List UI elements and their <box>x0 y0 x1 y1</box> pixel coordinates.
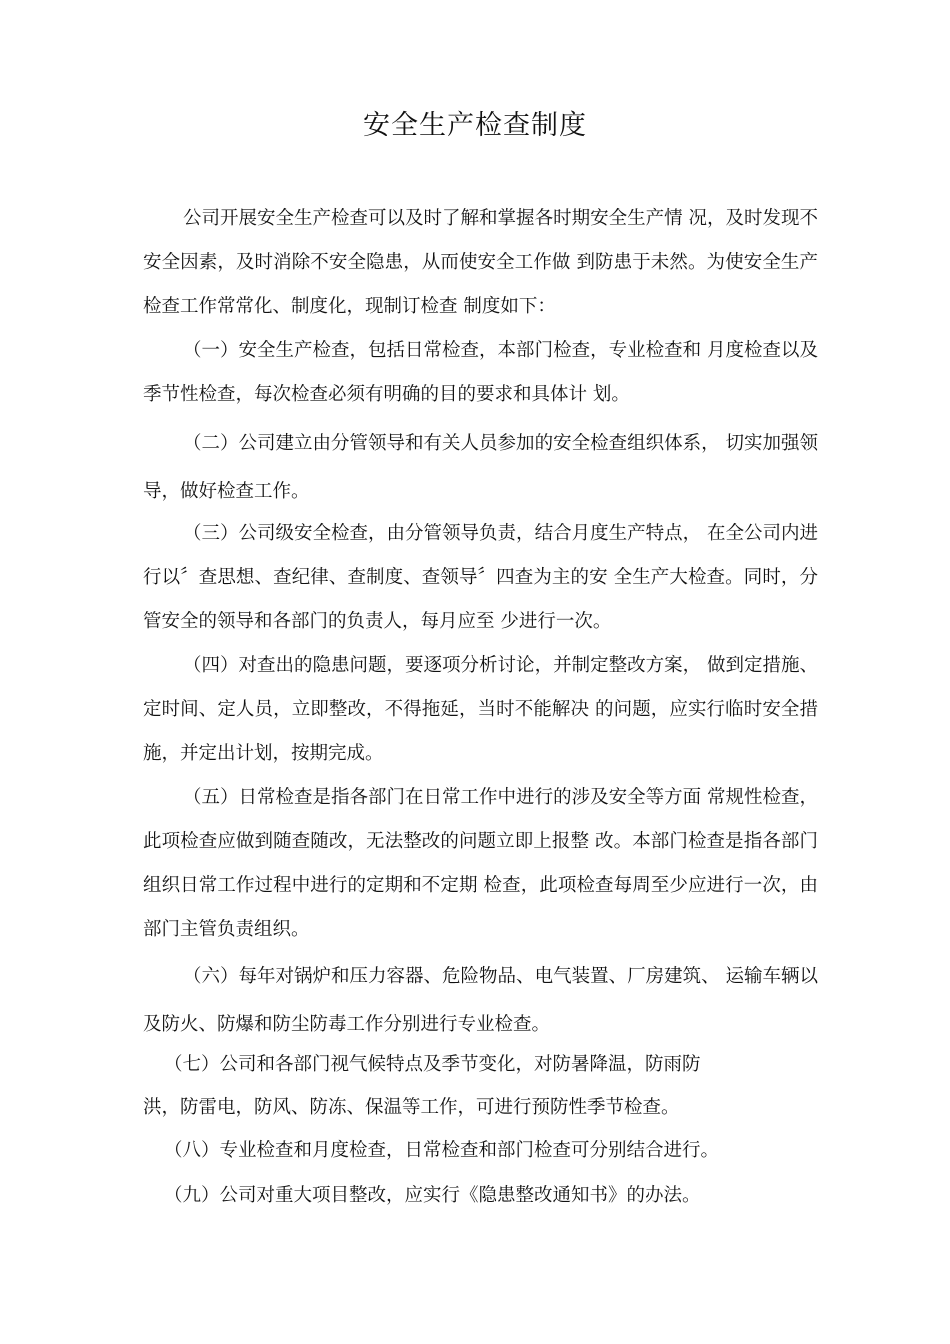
clause-1-paragraph: （一）安全生产检查，包括日常检查，本部门检查，专业检查和 月度检查以及季节性检查，每次检查必须有明确的目的要求和具体计 划。 <box>143 340 818 405</box>
clause-8-line: （八）专业检查和月度检查，日常检查和部门检查可分别结合进行。 <box>164 1140 720 1161</box>
clause-4-paragraph: （四）对查出的隐患问题，要逐项分析讨论，并制定整改方案， 做到定措施、定时间、定人员，立即整改，不得拖延，当时不能解决 的问题，应实行临时安全措施，并定出计划，按期完成。 <box>143 655 818 764</box>
document-title: 安全生产检查制度 <box>363 110 587 141</box>
clause-6-paragraph: （六）每年对锅炉和压力容器、危险物品、电气装置、厂房建筑、 运输车辆以及防火、防爆和防尘防毒工作分别进行专业检查。 <box>143 966 818 1035</box>
clause-9-line: （九）公司对重大项目整改，应实行《隐患整改通知书》的办法。 <box>164 1185 701 1206</box>
intro-paragraph: 公司开展安全生产检查可以及时了解和掌握各时期安全生产情 况，及时发现不安全因素，及时消除不安全隐患，从而使安全工作做 到防患于未然。为使安全生产检查工作常常化、制度化，现制订检查 制度如下： <box>143 208 818 317</box>
clause-7-line-2: 洪，防雷电，防风、防冻、保温等工作，可进行预防性季节检查。 <box>143 1097 680 1118</box>
clause-2-paragraph: （二）公司建立由分管领导和有关人员参加的安全检查组织体系， 切实加强领导，做好检查工作。 <box>143 433 818 502</box>
clause-5-paragraph: （五）日常检查是指各部门在日常工作中进行的涉及安全等方面 常规性检查，此项检查应做到随查随改，无法整改的问题立即上报整 改。本部门检查是指各部门组织日常工作过程中进行的定期和不定期 检查，此项检查每周至少应进行一次，由部门主管负责组织。 <box>143 787 818 940</box>
clause-3-paragraph: （三）公司级安全检查，由分管领导负责，结合月度生产特点， 在全公司内进行以〞查思想、查纪律、查制度、查领导〞四查为主的安 全生产大检查。同时，分管安全的领导和各部门的负责人，每月应至 少进行一次。 <box>143 523 818 632</box>
clause-7-line-1: （七）公司和各部门视气候特点及季节变化，对防暑降温，防雨防 <box>164 1054 701 1075</box>
